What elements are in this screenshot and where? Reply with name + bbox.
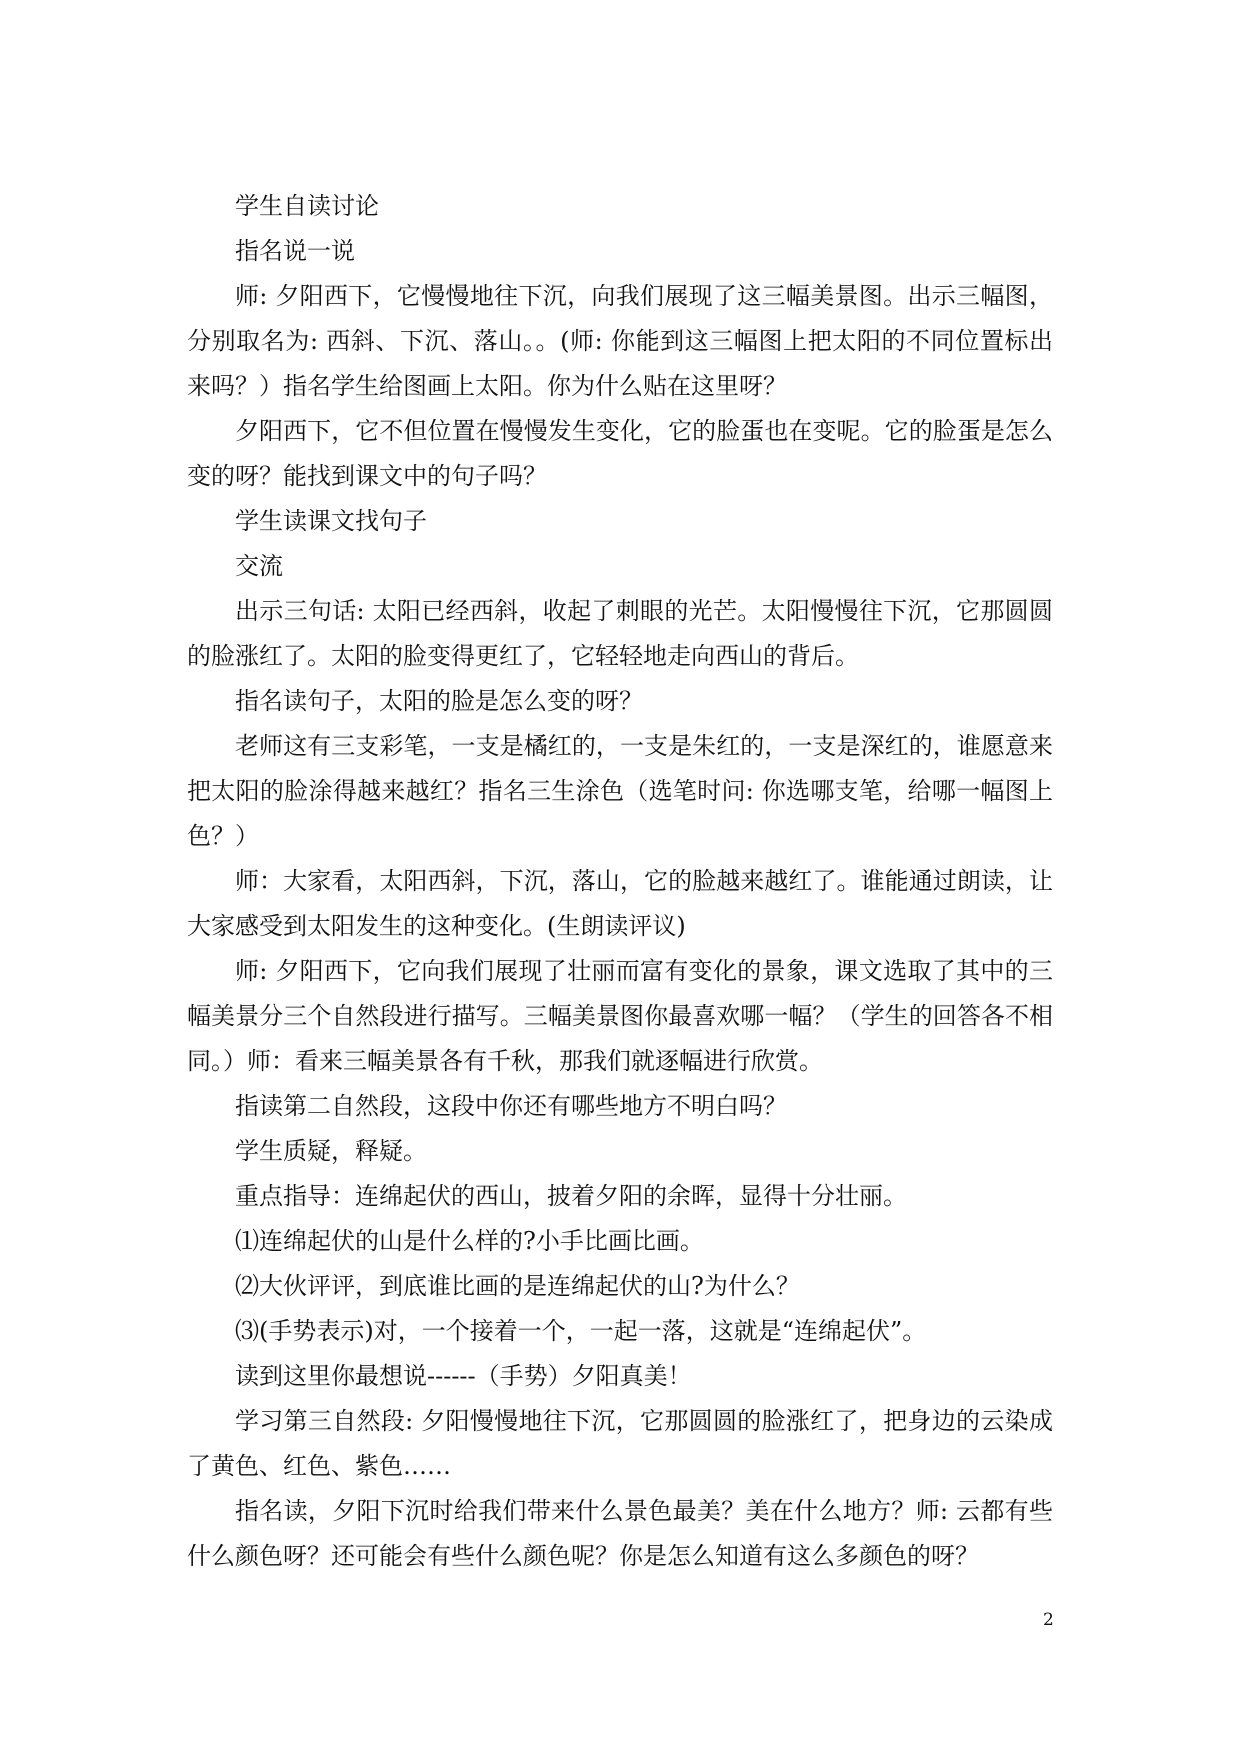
page-number: 2	[1043, 1610, 1054, 1630]
paragraph: 指名读，夕阳下沉时给我们带来什么景色最美？美在什么地方？师: 云都有些什么颜色呀？还可能会有些什么颜色呢？你是怎么知道有这么多颜色的呀？	[187, 1497, 1053, 1570]
document-body	[187, 184, 1053, 1579]
paragraph: 师: 夕阳西下，它慢慢地往下沉，向我们展现了这三幅美景图。出示三幅图，分别取名为: 西斜、下沉、落山。。(师: 你能到这三幅图上把太阳的不同位置标出来吗？）指名学生给图画上太阳。你为什么贴在这里呀？	[187, 282, 1053, 400]
paragraph: 指读第二自然段，这段中你还有哪些地方不明白吗？	[235, 1092, 787, 1120]
paragraph: 师: 夕阳西下，它向我们展现了壮丽而富有变化的景象，课文选取了其中的三幅美景分三个自然段进行描写。三幅美景图你最喜欢哪一幅？（学生的回答各不相同。）师：看来三幅美景各有千秋，那我们就逐幅进行欣赏。	[187, 957, 1053, 1075]
paragraph: 学习第三自然段: 夕阳慢慢地往下沉，它那圆圆的脸涨红了，把身边的云染成了黄色、红色、紫色……	[187, 1407, 1053, 1480]
paragraph: 学生读课文找句子	[235, 507, 427, 535]
paragraph: ⑶(手势表示)对，一个接着一个，一起一落，这就是“连绵起伏”。	[235, 1317, 927, 1345]
paragraph: 学生质疑，释疑。	[235, 1137, 427, 1165]
paragraph: 师：大家看，太阳西斜，下沉，落山，它的脸越来越红了。谁能通过朗读，让大家感受到太阳发生的这种变化。(生朗读评议)	[187, 867, 1053, 940]
paragraph: 出示三句话: 太阳已经西斜，收起了刺眼的光芒。太阳慢慢往下沉，它那圆圆的脸涨红了。太阳的脸变得更红了，它轻轻地走向西山的背后。	[187, 597, 1053, 670]
paragraph: 读到这里你最想说------（手势）夕阳真美！	[235, 1362, 692, 1390]
paragraph: 夕阳西下，它不但位置在慢慢发生变化，它的脸蛋也在变呢。它的脸蛋是怎么变的呀？能找到课文中的句子吗？	[187, 417, 1053, 490]
paragraph: 老师这有三支彩笔，一支是橘红的，一支是朱红的，一支是深红的，谁愿意来把太阳的脸涂得越来越红？指名三生涂色（选笔时问: 你选哪支笔，给哪一幅图上色？）	[187, 732, 1053, 850]
paragraph: 重点指导：连绵起伏的西山，披着夕阳的余晖，显得十分壮丽。	[235, 1182, 907, 1210]
paragraph: 指名读句子，太阳的脸是怎么变的呀？	[235, 687, 643, 715]
paragraph: 指名说一说	[235, 237, 355, 265]
paragraph: 交流	[235, 552, 283, 580]
paragraph: 学生自读讨论	[235, 192, 379, 220]
paragraph: ⑵大伙评评，到底谁比画的是连绵起伏的山?为什么？	[235, 1272, 800, 1300]
paragraph: ⑴连绵起伏的山是什么样的?小手比画比画。	[235, 1227, 704, 1255]
